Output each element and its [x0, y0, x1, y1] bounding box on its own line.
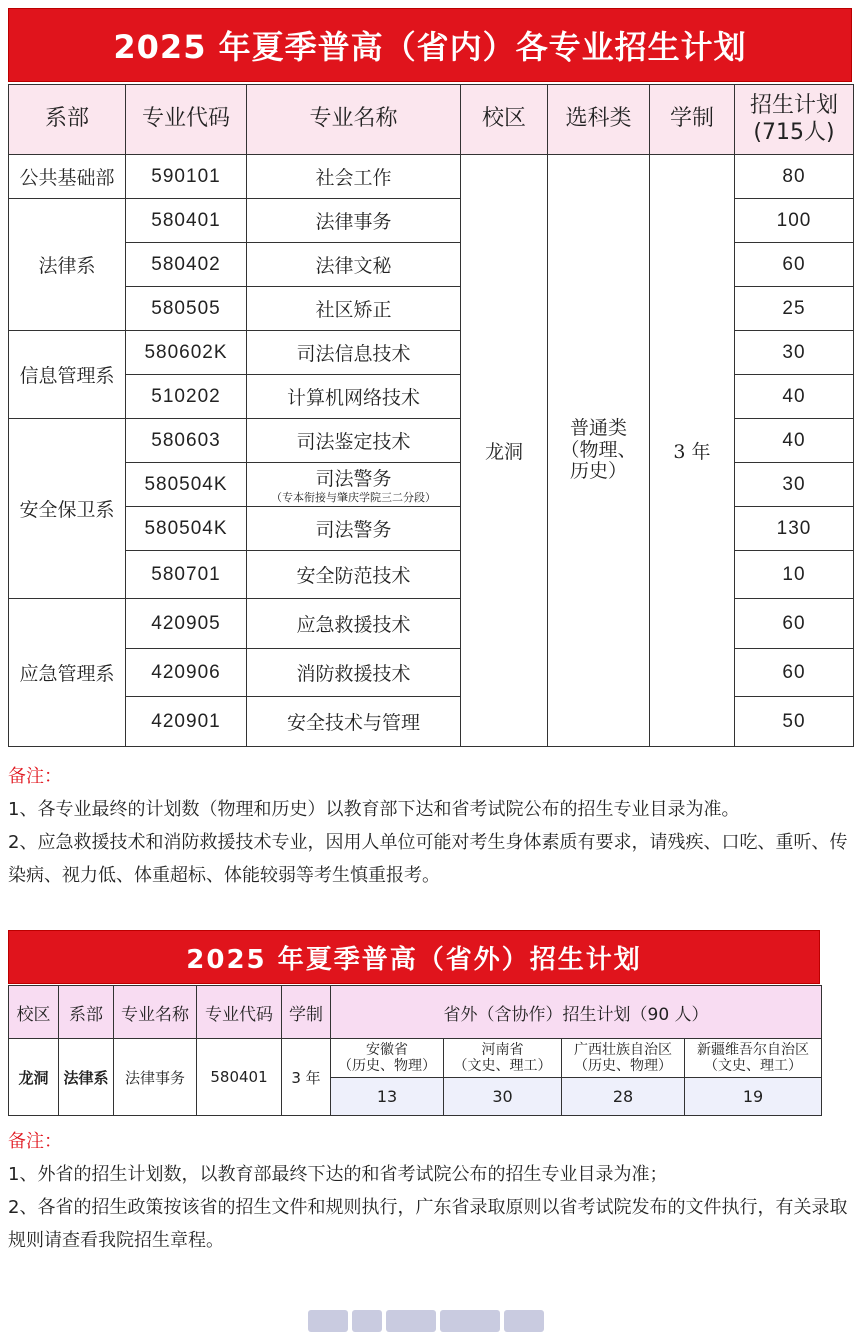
major-cell: 法律事务: [114, 1039, 197, 1116]
notes-heading: 备注：: [8, 766, 62, 787]
header-code: 专业代码: [126, 85, 247, 155]
plan-cell: 30: [735, 331, 854, 375]
note-item: 1、各专业最终的计划数（物理和历史）以教育部下达和省考试院公布的招生专业目录为准。: [8, 799, 740, 820]
code-cell: 510202: [126, 375, 247, 419]
duration-cell: 3 年: [282, 1039, 331, 1116]
dept-cell: 法律系: [59, 1039, 114, 1116]
plan-cell: 10: [735, 551, 854, 599]
blur-block: [440, 1310, 500, 1332]
plan-cell: 60: [735, 243, 854, 287]
table2-title: 2025 年夏季普高（省外）招生计划: [8, 930, 820, 984]
major-cell: 社会工作: [247, 155, 461, 199]
major-cell: 司法警务 （专本衔接与肇庆学院三二分段）: [247, 463, 461, 507]
province-cell: 河南省 （文史、理工）: [444, 1039, 562, 1078]
header-code: 专业代码: [197, 986, 282, 1039]
blur-block: [504, 1310, 544, 1332]
code-cell: 420901: [126, 697, 247, 747]
admission-plan-table-in-province: [8, 84, 854, 747]
plan-cell: 50: [735, 697, 854, 747]
code-cell: 420906: [126, 649, 247, 697]
major-cell: 计算机网络技术: [247, 375, 461, 419]
note-item: 1、外省的招生计划数，以教育部最终下达的和省考试院公布的招生专业目录为准；: [8, 1164, 668, 1185]
code-cell: 580701: [126, 551, 247, 599]
header-plan: 招生计划 (715人): [735, 85, 854, 155]
code-cell: 580505: [126, 287, 247, 331]
header-subject: 选科类: [548, 85, 650, 155]
plan-cell: 80: [735, 155, 854, 199]
province-cell: 新疆维吾尔自治区 （文史、理工）: [685, 1039, 822, 1078]
province-plan-cell: 30: [444, 1078, 562, 1116]
header-duration: 学制: [282, 986, 331, 1039]
code-cell: 590101: [126, 155, 247, 199]
plan-cell: 25: [735, 287, 854, 331]
province-cell: 安徽省 （历史、物理）: [331, 1039, 444, 1078]
campus-cell: 龙洞: [461, 155, 548, 747]
admission-plan-table-out-province: [8, 985, 822, 1116]
note-item: 2、各省的招生政策按该省的招生文件和规则执行，广东省录取原则以省考试院发布的文件执行，有关录取规则请查看我院招生章程。: [8, 1197, 848, 1251]
plan-cell: 60: [735, 649, 854, 697]
major-cell: 司法信息技术: [247, 331, 461, 375]
table-row: [9, 155, 854, 199]
blur-block: [352, 1310, 382, 1332]
code-cell: 580602K: [126, 331, 247, 375]
dept-cell: 安全保卫系: [9, 419, 126, 599]
plan-cell: 100: [735, 199, 854, 243]
header-campus: 校区: [461, 85, 548, 155]
province-plan-cell: 28: [562, 1078, 685, 1116]
code-cell: 420905: [126, 599, 247, 649]
header-name: 专业名称: [114, 986, 197, 1039]
major-cell: 法律文秘: [247, 243, 461, 287]
major-cell: 法律事务: [247, 199, 461, 243]
plan-cell: 40: [735, 419, 854, 463]
header-dept: 系部: [9, 85, 126, 155]
code-cell: 580504K: [126, 507, 247, 551]
header-plan: 省外（含协作）招生计划（90 人）: [331, 986, 822, 1039]
header-campus: 校区: [9, 986, 59, 1039]
code-cell: 580504K: [126, 463, 247, 507]
header-name: 专业名称: [247, 85, 461, 155]
header-dept: 系部: [59, 986, 114, 1039]
subject-cell: 普通类 （物理、 历史）: [548, 155, 650, 747]
province-plan-cell: 19: [685, 1078, 822, 1116]
major-cell: 安全防范技术: [247, 551, 461, 599]
code-cell: 580401: [197, 1039, 282, 1116]
major-cell: 社区矫正: [247, 287, 461, 331]
province-cell: 广西壮族自治区 （历史、物理）: [562, 1039, 685, 1078]
major-cell: 应急救援技术: [247, 599, 461, 649]
dept-cell: 应急管理系: [9, 599, 126, 747]
note-item: 2、应急救援技术和消防救援技术专业，因用人单位可能对考生身体素质有要求，请残疾、口吃、重听、传染病、视力低、体重超标、体能较弱等考生慎重报考。: [8, 832, 848, 886]
table1-title: 2025 年夏季普高（省内）各专业招生计划: [8, 8, 852, 82]
plan-cell: 30: [735, 463, 854, 507]
code-cell: 580402: [126, 243, 247, 287]
campus-cell: 龙洞: [9, 1039, 59, 1116]
major-sub-note: （专本衔接与肇庆学院三二分段）: [271, 491, 436, 505]
plan-cell: 60: [735, 599, 854, 649]
blurred-footer: [308, 1306, 552, 1336]
notes-section-2: [8, 1125, 856, 1257]
province-plan-cell: 13: [331, 1078, 444, 1116]
notes-heading: 备注：: [8, 1131, 62, 1152]
plan-cell: 130: [735, 507, 854, 551]
major-cell: 安全技术与管理: [247, 697, 461, 747]
dept-cell: 信息管理系: [9, 331, 126, 419]
major-cell: 司法鉴定技术: [247, 419, 461, 463]
dept-cell: 法律系: [9, 199, 126, 331]
blur-block: [308, 1310, 348, 1332]
table-row: [9, 1039, 822, 1078]
header-duration: 学制: [650, 85, 735, 155]
duration-cell: 3 年: [650, 155, 735, 747]
code-cell: 580401: [126, 199, 247, 243]
code-cell: 580603: [126, 419, 247, 463]
plan-cell: 40: [735, 375, 854, 419]
notes-section-1: [8, 760, 856, 892]
dept-cell: 公共基础部: [9, 155, 126, 199]
blur-block: [386, 1310, 436, 1332]
major-cell: 消防救援技术: [247, 649, 461, 697]
major-cell: 司法警务: [247, 507, 461, 551]
